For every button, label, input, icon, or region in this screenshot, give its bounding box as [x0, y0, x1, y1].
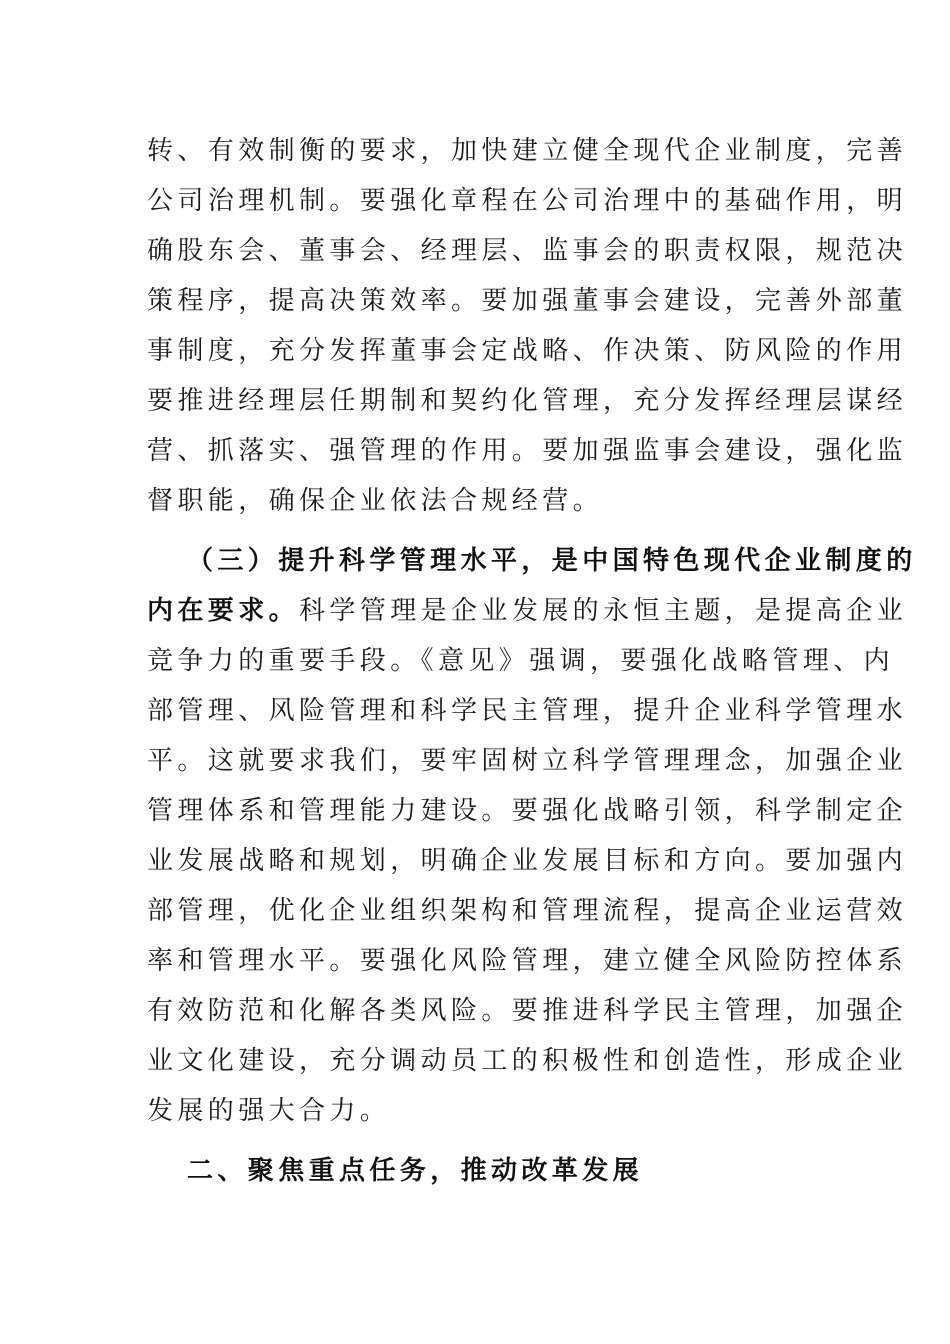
paragraph-line: 竞争力的重要手段。《意见》强调，要强化战略管理、内 [147, 646, 895, 676]
paragraph-line: 部管理，优化企业组织架构和管理流程，提高企业运营效 [147, 896, 908, 926]
paragraph-line: 要推进经理层任期制和契约化管理，充分发挥经理层谋经 [147, 386, 908, 416]
paragraph-line: 转、有效制衡的要求，加快建立健全现代企业制度，完善 [147, 136, 908, 166]
paragraph-text: 科学管理是企业发展的永恒主题，是提高企业 [299, 596, 908, 626]
paragraph-line: 平。这就要求我们，要牢固树立科学管理理念，加强企业 [147, 746, 908, 776]
section-heading: 二、聚焦重点任务，推动改革发展 [187, 1156, 644, 1186]
subsection-heading-end: 内在要求。 [147, 596, 300, 626]
paragraph-line: 事制度，充分发挥董事会定战略、作决策、防风险的作用 [147, 336, 908, 366]
paragraph-line: 业文化建设，充分调动员工的积极性和创造性，形成企业 [147, 1046, 908, 1076]
subsection-heading: （三）提升科学管理水平，是中国特色现代企业制度的 [187, 546, 917, 576]
paragraph-line: 率和管理水平。要强化风险管理，建立健全风险防控体系 [147, 946, 908, 976]
paragraph-line: 部管理、风险管理和科学民主管理，提升企业科学管理水 [147, 696, 908, 726]
paragraph-line: 发展的强大合力。 [147, 1096, 391, 1126]
paragraph-line [147, 591, 908, 631]
paragraph-line: 营、抓落实、强管理的作用。要加强监事会建设，强化监 [147, 436, 908, 466]
paragraph-line: 管理体系和管理能力建设。要强化战略引领，科学制定企 [147, 796, 908, 826]
paragraph-line: 有效防范和化解各类风险。要推进科学民主管理，加强企 [147, 996, 908, 1026]
paragraph-line: 确股东会、董事会、经理层、监事会的职责权限，规范决 [147, 236, 908, 266]
paragraph-line: 策程序，提高决策效率。要加强董事会建设，完善外部董 [147, 286, 908, 316]
paragraph-line: 业发展战略和规划，明确企业发展目标和方向。要加强内 [147, 846, 908, 876]
paragraph-line: 公司治理机制。要强化章程在公司治理中的基础作用，明 [147, 186, 908, 216]
paragraph-line: 督职能，确保企业依法合规经营。 [147, 486, 604, 516]
